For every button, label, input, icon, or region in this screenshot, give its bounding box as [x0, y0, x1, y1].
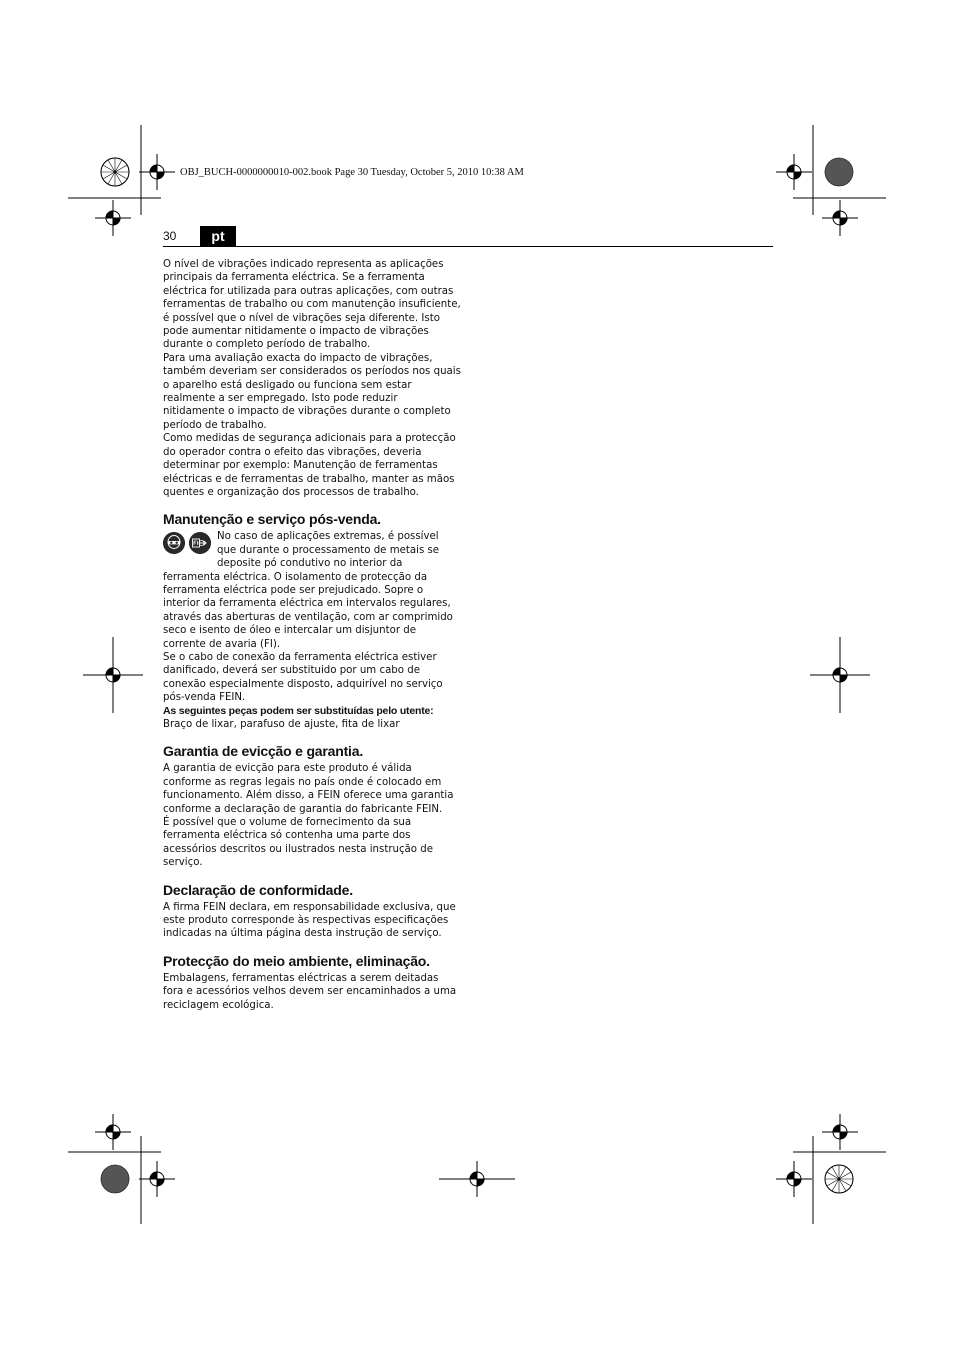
- warranty-paragraph-1: A garantia de evicção para este produto é válida conforme as regras legais no país onde é colocado em funcionamento. Além disso, a FEIN oferece uma garantia conforme a declaração de garantia do fabricante FEIN.: [163, 763, 454, 815]
- maintenance-paragraph-1: No caso de aplicações extremas, é possível que durante o processamento de metais se deposite pó condutivo no interior da ferramenta eléctrica. O isolamento de protecção da ferramenta eléctrica pode ser prejudicado. Sopre o interior da ferramenta eléctrica em intervalos regulares, através das aberturas de ventilação, com ar comprimido seco e isento de óleo e intercalar um disjuntor de corrente de avaria (FI).: [163, 531, 453, 650]
- conformity-heading: Declaração de conformidade.: [163, 881, 353, 898]
- replaceable-parts-label: As seguintes peças podem ser substituídas pelo utente:: [163, 704, 434, 717]
- maintenance-icons: [163, 532, 215, 556]
- environment-paragraph: Embalagens, ferramentas eléctricas a serem deitadas fora e acessórios velhos devem ser encaminhados a uma reciclagem ecológica.: [163, 972, 457, 1011]
- print-header: OBJ_BUCH-0000000010-002.book Page 30 Tuesday, October 5, 2010 10:38 AM: [180, 167, 524, 178]
- language-badge: pt: [200, 226, 236, 246]
- goggles-icon: [163, 532, 185, 554]
- maintenance-heading: Manutenção e serviço pós-venda.: [163, 511, 381, 528]
- maintenance-paragraph-2: Se o cabo de conexão da ferramenta eléctrica estiver danificado, deverá ser substituido por um cabo de conexão especialmente disposto, adquirível no serviço pós-venda FEIN.: [163, 651, 443, 704]
- environment-heading: Protecção do meio ambiente, eliminação.: [163, 952, 430, 969]
- replaceable-parts-list: Braço de lixar, parafuso de ajuste, fita de lixar: [163, 719, 400, 730]
- text-column: [163, 258, 461, 1012]
- page-number: 30: [163, 229, 177, 243]
- fi-breaker-icon: [189, 532, 211, 554]
- vibration-paragraph-3: Como medidas de segurança adicionais para a protecção do operador contra o efeito das vibrações, deveria determinar por exemplo: Manutenção de ferramentas eléctricas e de ferramentas de trabalho, manter as mãos quentes e organização dos processos de trabalho.: [163, 433, 456, 498]
- warranty-paragraph-2: É possível que o volume de fornecimento da sua ferramenta eléctrica só contenha uma parte dos acessórios descritos ou ilustrados nesta instrução de serviço.: [163, 817, 434, 869]
- header-rule: [163, 246, 773, 247]
- vibration-paragraph-1: O nível de vibrações indicado representa as aplicações principais da ferramenta eléctrica. Se a ferramenta eléctrica for utilizada para outras aplicações, com outras ferramentas de trabalho ou com manutenção insuficiente, é possível que o nível de vibrações seja diferente. Isto pode aumentar nitidamente o impacto de vibrações durante o completo período de trabalho.: [163, 259, 461, 351]
- conformity-paragraph: A firma FEIN declara, em responsabilidade exclusiva, que este produto corresponde às respectivas especificações indicadas na última página desta instrução de serviço.: [163, 901, 456, 940]
- warranty-heading: Garantia de evicção e garantia.: [163, 743, 364, 760]
- vibration-paragraph-2: Para uma avaliação exacta do impacto de vibrações, também deveriam ser considerados os períodos nos quais o aparelho está desligado ou funciona sem estar realmente a ser empregado. Isto pode reduzir nitidamente o impacto de vibrações durante o completo período de trabalho.: [163, 352, 461, 431]
